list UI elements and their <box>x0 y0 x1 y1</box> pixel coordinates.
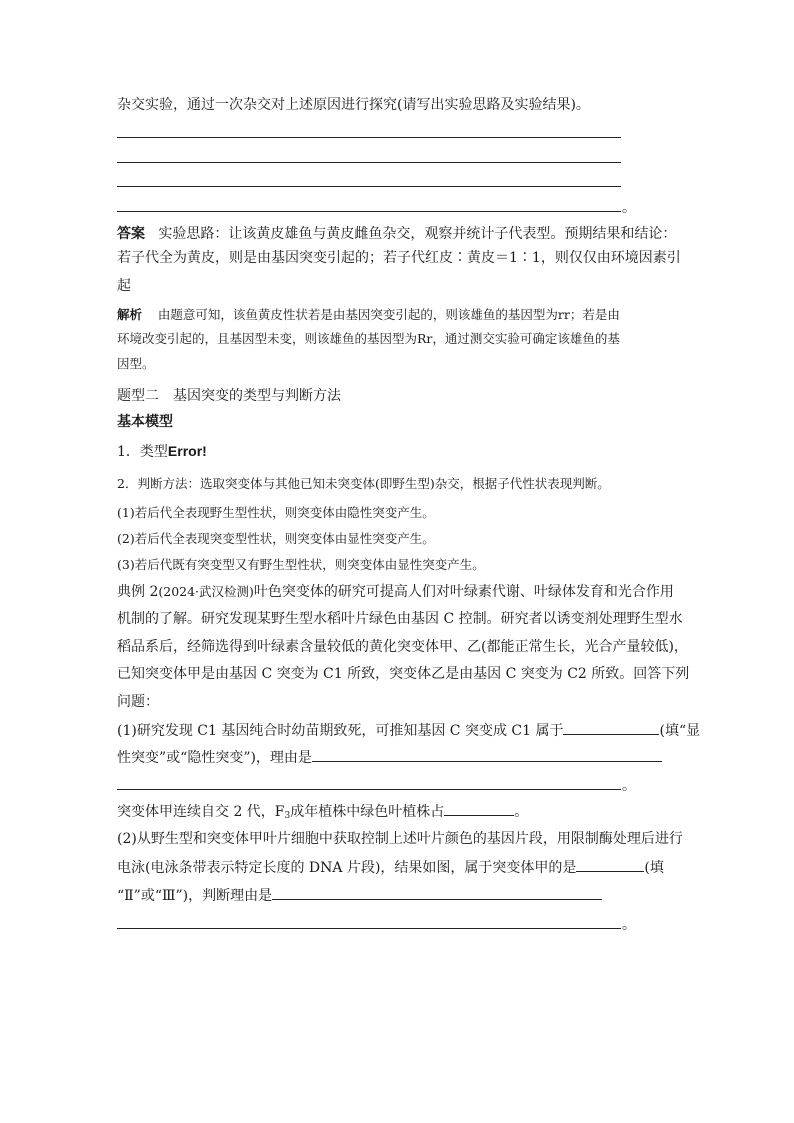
answer-line-1 <box>117 224 676 244</box>
answer-line-3: 起 <box>117 278 131 294</box>
answer-blank-line[interactable] <box>117 211 621 212</box>
judgement-blank-line[interactable] <box>117 928 621 929</box>
question-1-text-a: (1)研究发现 C1 基因纯合时幼苗期致死，可推知基因 C 突变成 C1 属于 <box>117 723 564 739</box>
type-item-prefix: 1．类型 <box>117 444 168 460</box>
answer-blank-line[interactable] <box>117 137 621 138</box>
example-line-5: 问题： <box>117 694 159 710</box>
section-title: 题型二 基因突变的类型与判断方法 <box>117 388 341 404</box>
example-source: (2024·武汉检测) <box>158 584 254 599</box>
question-2-text-b: 电泳(电泳条带表示特定长度的 DNA 片段)，结果如图，属于突变体甲的是 <box>117 860 577 876</box>
reason-period: 。 <box>622 778 636 794</box>
mutation-type-blank[interactable] <box>563 720 659 735</box>
section-subtitle: 基本模型 <box>117 414 173 430</box>
reason-blank[interactable] <box>312 747 662 762</box>
example-text-1: 叶色突变体的研究可提高人们对叶绿素代谢、叶绿体发育和光合作用 <box>253 584 674 600</box>
example-line-4: 已知突变体甲是由基因 C 突变为 C1 所致，突变体乙是由基因 C 突变为 C2 所致。回答下列 <box>117 666 690 682</box>
analysis-line-1 <box>117 305 620 325</box>
answer-text-1: 实验思路：让该黄皮雄鱼与黄皮雌鱼杂交，观察并统计子代表型。预期结果和结论： <box>158 226 677 242</box>
example-line-3: 稻品系后，经筛选得到叶绿素含量较低的黄化突变体甲、乙(都能正常生长，光合产量较低)， <box>117 639 688 655</box>
question-1-line-2 <box>117 747 662 768</box>
answer-blank-line[interactable] <box>117 162 621 163</box>
condition-3: (3)若后代既有突变型又有野生型性状，则突变体由显性突变产生。 <box>117 557 485 572</box>
question-1-line-4 <box>117 801 528 826</box>
type-item <box>117 441 207 462</box>
analysis-label: 解析 <box>117 307 143 322</box>
question-2-text-c: (填 <box>644 860 664 876</box>
question-2-line-3 <box>117 885 602 906</box>
question-2-text-d: “Ⅱ”或“Ⅲ”)，判断理由是 <box>117 888 273 904</box>
ratio-period: 。 <box>514 804 529 820</box>
question-intro: 杂交实验，通过一次杂交对上述原因进行探究(请写出实验思路及实验结果)。 <box>117 97 590 113</box>
example-line-2: 机制的了解。研究发现某野生型水稻叶片绿色由基因 C 控制。研究者以诱变剂处理野生型水 <box>117 611 683 627</box>
condition-1: (1)若后代全表现野生型性状，则突变体由隐性突变产生。 <box>117 505 435 520</box>
ratio-blank[interactable] <box>444 801 514 816</box>
answer-period: 。 <box>622 200 636 216</box>
condition-2: (2)若后代全表现突变型性状，则突变体由显性突变产生。 <box>117 531 435 546</box>
mutant-lane-blank[interactable] <box>576 857 644 872</box>
generation-subscript: 3 <box>284 811 291 821</box>
judgement-blank[interactable] <box>272 885 602 900</box>
question-1-text-c: 性突变”或“隐性突变”)，理由是 <box>117 750 312 766</box>
type-item-error: Error! <box>167 443 207 459</box>
analysis-line-3: 因型。 <box>117 356 155 371</box>
question-1-text-b: (填“显 <box>659 723 701 739</box>
analysis-line-2: 环境改变引起的，且基因型未变，则该雄鱼的基因型为Rr，通过测交实验可确定该雄鱼的基 <box>117 331 620 346</box>
question-2-line-2 <box>117 857 664 878</box>
question-1-line-1 <box>117 720 700 741</box>
analysis-text-1: 由题意可知，该鱼黄皮性状若是由基因突变引起的，则该雄鱼的基因型为rr；若是由 <box>157 307 620 322</box>
example-line-1 <box>117 582 674 602</box>
answer-blank-line[interactable] <box>117 186 621 187</box>
judgement-period: 。 <box>622 917 636 933</box>
question-1-text-d: 突变体甲连续自交 2 代，F <box>117 804 285 820</box>
answer-line-2: 若子代全为黄皮，则是由基因突变引起的；若子代红皮∶黄皮＝1∶1，则仅仅由环境因素引 <box>117 250 681 266</box>
method-item: 2．判断方法：选取突变体与其他已知未突变体(即野生型)杂交，根据子代性状表现判断。 <box>117 476 610 491</box>
answer-label: 答案 <box>117 226 145 242</box>
question-2-line-1: (2)从野生型和突变体甲叶片细胞中获取控制上述叶片颜色的基因片段，用限制酶处理后进行 <box>117 831 683 847</box>
reason-blank-line[interactable] <box>117 789 621 790</box>
example-lead: 典例 2 <box>117 584 159 600</box>
question-1-text-e: 成年植株中绿色叶植株占 <box>290 804 445 820</box>
